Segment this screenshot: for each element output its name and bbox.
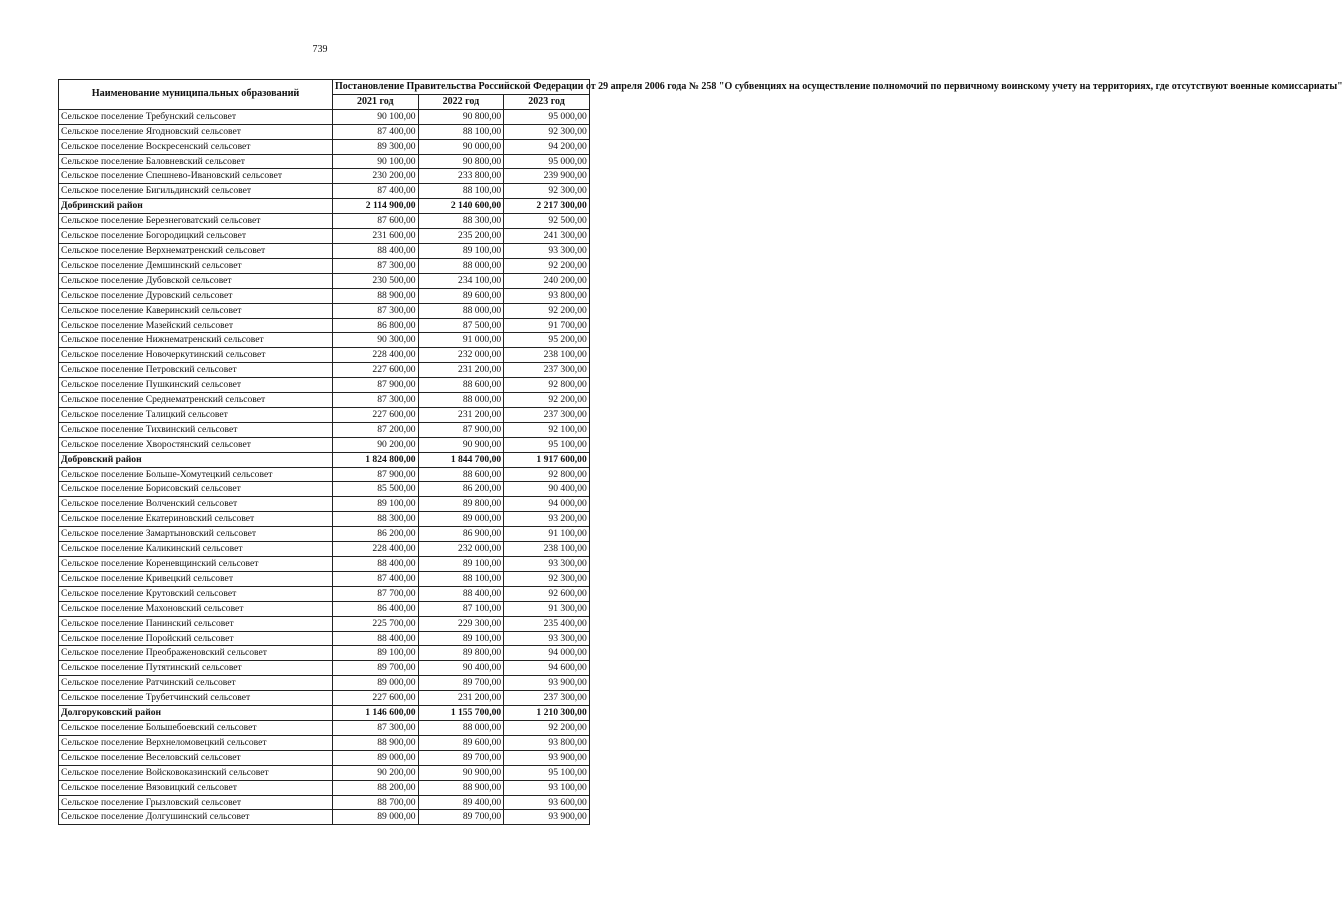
amount-2023: 93 200,00 [504, 512, 590, 527]
amount-2021: 90 300,00 [333, 333, 419, 348]
amount-2023: 2 217 300,00 [504, 199, 590, 214]
settlement-name: Сельское поселение Березнеговатский сельсовет [59, 214, 333, 229]
amount-2022: 88 100,00 [418, 184, 504, 199]
amount-2022: 88 600,00 [418, 467, 504, 482]
amount-2021: 227 600,00 [333, 407, 419, 422]
amount-2022: 88 100,00 [418, 571, 504, 586]
table-row [59, 169, 590, 184]
amount-2022: 87 100,00 [418, 601, 504, 616]
table-row [59, 497, 590, 512]
district-name: Добровский район [59, 452, 333, 467]
table-row [59, 542, 590, 557]
amount-2023: 93 300,00 [504, 631, 590, 646]
subventions-table [58, 79, 1343, 825]
amount-2021: 225 700,00 [333, 616, 419, 631]
settlement-name: Сельское поселение Кореневщинский сельсовет [59, 557, 333, 572]
table-row [59, 243, 590, 258]
amount-2023: 239 900,00 [504, 169, 590, 184]
table-row [59, 482, 590, 497]
amount-2021: 87 300,00 [333, 393, 419, 408]
amount-2021: 87 400,00 [333, 124, 419, 139]
amount-2022: 90 400,00 [418, 661, 504, 676]
amount-2021: 90 100,00 [333, 109, 419, 124]
settlement-name: Сельское поселение Пушкинский сельсовет [59, 378, 333, 393]
settlement-name: Сельское поселение Каликинский сельсовет [59, 542, 333, 557]
amount-2021: 87 900,00 [333, 467, 419, 482]
settlement-name: Сельское поселение Поройский сельсовет [59, 631, 333, 646]
table-row [59, 407, 590, 422]
amount-2021: 89 000,00 [333, 810, 419, 825]
amount-2022: 89 600,00 [418, 288, 504, 303]
table-row [59, 437, 590, 452]
amount-2023: 93 600,00 [504, 795, 590, 810]
table-row [59, 557, 590, 572]
amount-2021: 87 700,00 [333, 586, 419, 601]
settlement-name: Сельское поселение Большебоевский сельсовет [59, 720, 333, 735]
amount-2021: 230 500,00 [333, 273, 419, 288]
amount-2022: 88 400,00 [418, 586, 504, 601]
amount-2022: 89 100,00 [418, 631, 504, 646]
amount-2021: 87 300,00 [333, 303, 419, 318]
amount-2022: 89 700,00 [418, 676, 504, 691]
settlement-name: Сельское поселение Вязовицкий сельсовет [59, 780, 333, 795]
table-row [59, 139, 590, 154]
district-name: Добринский район [59, 199, 333, 214]
settlement-name: Сельское поселение Воскресенский сельсовет [59, 139, 333, 154]
amount-2022: 90 000,00 [418, 139, 504, 154]
amount-2022: 91 000,00 [418, 333, 504, 348]
table-row [59, 422, 590, 437]
amount-2021: 89 100,00 [333, 646, 419, 661]
settlement-name: Сельское поселение Тихвинский сельсовет [59, 422, 333, 437]
amount-2023: 237 300,00 [504, 407, 590, 422]
table-row [59, 750, 590, 765]
table-row [59, 631, 590, 646]
settlement-name: Сельское поселение Преображеновский сельсовет [59, 646, 333, 661]
amount-2021: 231 600,00 [333, 229, 419, 244]
amount-2023: 92 300,00 [504, 571, 590, 586]
settlement-name: Сельское поселение Долгушинский сельсовет [59, 810, 333, 825]
amount-2021: 228 400,00 [333, 348, 419, 363]
amount-2021: 88 300,00 [333, 512, 419, 527]
settlement-name: Сельское поселение Борисовский сельсовет [59, 482, 333, 497]
settlement-name: Сельское поселение Среднематренский сельсовет [59, 393, 333, 408]
amount-2023: 1 210 300,00 [504, 706, 590, 721]
amount-2022: 235 200,00 [418, 229, 504, 244]
settlement-name: Сельское поселение Богородицкий сельсовет [59, 229, 333, 244]
amount-2021: 230 200,00 [333, 169, 419, 184]
amount-2021: 86 800,00 [333, 318, 419, 333]
table-row [59, 363, 590, 378]
amount-2023: 92 300,00 [504, 184, 590, 199]
table-row [59, 154, 590, 169]
settlement-name: Сельское поселение Каверинский сельсовет [59, 303, 333, 318]
table-row [59, 512, 590, 527]
table-row [59, 720, 590, 735]
settlement-name: Сельское поселение Екатериновский сельсовет [59, 512, 333, 527]
amount-2023: 95 000,00 [504, 154, 590, 169]
amount-2022: 229 300,00 [418, 616, 504, 631]
amount-2023: 92 300,00 [504, 124, 590, 139]
table-row [59, 109, 590, 124]
amount-2022: 233 800,00 [418, 169, 504, 184]
amount-2022: 88 000,00 [418, 258, 504, 273]
table-row [59, 303, 590, 318]
amount-2022: 87 900,00 [418, 422, 504, 437]
table-row [59, 735, 590, 750]
settlement-name: Сельское поселение Ратчинский сельсовет [59, 676, 333, 691]
amount-2023: 92 200,00 [504, 303, 590, 318]
amount-2022: 89 600,00 [418, 735, 504, 750]
amount-2021: 88 700,00 [333, 795, 419, 810]
amount-2022: 90 800,00 [418, 109, 504, 124]
table-row [59, 378, 590, 393]
settlement-name: Сельское поселение Баловневский сельсовет [59, 154, 333, 169]
amount-2021: 87 400,00 [333, 571, 419, 586]
table-body [59, 109, 590, 825]
table-row [59, 318, 590, 333]
table-row [59, 661, 590, 676]
amount-2022: 89 400,00 [418, 795, 504, 810]
amount-2023: 93 900,00 [504, 750, 590, 765]
table-row [59, 467, 590, 482]
amount-2021: 2 114 900,00 [333, 199, 419, 214]
amount-2021: 88 900,00 [333, 288, 419, 303]
table-row [59, 184, 590, 199]
amount-2023: 93 800,00 [504, 288, 590, 303]
amount-2023: 94 200,00 [504, 139, 590, 154]
amount-2023: 93 100,00 [504, 780, 590, 795]
amount-2023: 95 100,00 [504, 437, 590, 452]
amount-2022: 231 200,00 [418, 363, 504, 378]
table-row [59, 780, 590, 795]
table-row [59, 214, 590, 229]
amount-2022: 89 100,00 [418, 557, 504, 572]
settlement-name: Сельское поселение Хворостянский сельсовет [59, 437, 333, 452]
settlement-name: Сельское поселение Требунский сельсовет [59, 109, 333, 124]
amount-2022: 88 100,00 [418, 124, 504, 139]
amount-2023: 238 100,00 [504, 542, 590, 557]
document-title-header: Постановление Правительства Российской Федерации от 29 апреля 2006 года № 258 "О субвенциях на осуществление полномочий по первичному воинскому учету на территориях, где отсутствуют военные комиссариаты" [333, 80, 590, 95]
amount-2022: 89 000,00 [418, 512, 504, 527]
amount-2022: 86 900,00 [418, 527, 504, 542]
page-number: 739 [312, 44, 328, 55]
settlement-name: Сельское поселение Дуровский сельсовет [59, 288, 333, 303]
table-row [59, 229, 590, 244]
amount-2021: 227 600,00 [333, 363, 419, 378]
district-row [59, 706, 590, 721]
settlement-name: Сельское поселение Верхнематренский сельсовет [59, 243, 333, 258]
settlement-name: Сельское поселение Бигильдинский сельсовет [59, 184, 333, 199]
amount-2022: 234 100,00 [418, 273, 504, 288]
table-row [59, 393, 590, 408]
amount-2023: 92 200,00 [504, 393, 590, 408]
table-row [59, 646, 590, 661]
amount-2023: 240 200,00 [504, 273, 590, 288]
amount-2022: 86 200,00 [418, 482, 504, 497]
amount-2022: 89 700,00 [418, 750, 504, 765]
amount-2021: 88 400,00 [333, 243, 419, 258]
settlement-name: Сельское поселение Панинский сельсовет [59, 616, 333, 631]
amount-2023: 91 300,00 [504, 601, 590, 616]
amount-2022: 232 000,00 [418, 542, 504, 557]
amount-2021: 1 824 800,00 [333, 452, 419, 467]
settlement-name: Сельское поселение Спешнево-Ивановский сельсовет [59, 169, 333, 184]
settlement-name: Сельское поселение Войсковоказинский сельсовет [59, 765, 333, 780]
amount-2021: 90 200,00 [333, 437, 419, 452]
amount-2023: 90 400,00 [504, 482, 590, 497]
table-row [59, 586, 590, 601]
table-row [59, 616, 590, 631]
amount-2023: 94 000,00 [504, 497, 590, 512]
settlement-name: Сельское поселение Путятинский сельсовет [59, 661, 333, 676]
table-row [59, 795, 590, 810]
amount-2021: 90 200,00 [333, 765, 419, 780]
amount-2022: 89 100,00 [418, 243, 504, 258]
table-row [59, 676, 590, 691]
amount-2021: 87 300,00 [333, 720, 419, 735]
amount-2021: 87 300,00 [333, 258, 419, 273]
settlement-name: Сельское поселение Веселовский сельсовет [59, 750, 333, 765]
table-row [59, 765, 590, 780]
amount-2023: 241 300,00 [504, 229, 590, 244]
amount-2023: 91 700,00 [504, 318, 590, 333]
settlement-name: Сельское поселение Петровский сельсовет [59, 363, 333, 378]
amount-2021: 88 400,00 [333, 557, 419, 572]
amount-2023: 235 400,00 [504, 616, 590, 631]
amount-2021: 89 000,00 [333, 676, 419, 691]
amount-2021: 90 100,00 [333, 154, 419, 169]
district-name: Долгоруковский район [59, 706, 333, 721]
table-row [59, 333, 590, 348]
district-row [59, 199, 590, 214]
amount-2022: 90 800,00 [418, 154, 504, 169]
amount-2021: 88 400,00 [333, 631, 419, 646]
table-row [59, 527, 590, 542]
amount-2022: 88 300,00 [418, 214, 504, 229]
amount-2023: 92 200,00 [504, 720, 590, 735]
amount-2023: 91 100,00 [504, 527, 590, 542]
amount-2023: 238 100,00 [504, 348, 590, 363]
settlement-name: Сельское поселение Верхнеломовецкий сельсовет [59, 735, 333, 750]
amount-2023: 237 300,00 [504, 691, 590, 706]
amount-2022: 231 200,00 [418, 407, 504, 422]
settlement-name: Сельское поселение Демшинский сельсовет [59, 258, 333, 273]
amount-2023: 93 900,00 [504, 676, 590, 691]
amount-2022: 88 000,00 [418, 720, 504, 735]
amount-2022: 231 200,00 [418, 691, 504, 706]
amount-2022: 89 800,00 [418, 497, 504, 512]
table-row [59, 601, 590, 616]
amount-2021: 85 500,00 [333, 482, 419, 497]
amount-2021: 86 400,00 [333, 601, 419, 616]
amount-2023: 95 000,00 [504, 109, 590, 124]
amount-2022: 88 600,00 [418, 378, 504, 393]
settlement-name: Сельское поселение Дубовской сельсовет [59, 273, 333, 288]
amount-2023: 92 100,00 [504, 422, 590, 437]
settlement-name: Сельское поселение Новочеркутинский сельсовет [59, 348, 333, 363]
amount-2022: 88 900,00 [418, 780, 504, 795]
amount-2021: 89 700,00 [333, 661, 419, 676]
amount-2023: 94 000,00 [504, 646, 590, 661]
amount-2021: 88 900,00 [333, 735, 419, 750]
amount-2023: 93 300,00 [504, 557, 590, 572]
settlement-name: Сельское поселение Крутовский сельсовет [59, 586, 333, 601]
settlement-name: Сельское поселение Кривецкий сельсовет [59, 571, 333, 586]
amount-2022: 90 900,00 [418, 437, 504, 452]
settlement-name: Сельское поселение Больше-Хомутецкий сельсовет [59, 467, 333, 482]
amount-2022: 1 844 700,00 [418, 452, 504, 467]
amount-2021: 87 900,00 [333, 378, 419, 393]
settlement-name: Сельское поселение Мазейский сельсовет [59, 318, 333, 333]
amount-2022: 90 900,00 [418, 765, 504, 780]
amount-2021: 89 300,00 [333, 139, 419, 154]
amount-2021: 227 600,00 [333, 691, 419, 706]
amount-2022: 88 000,00 [418, 303, 504, 318]
table-row [59, 124, 590, 139]
table-row [59, 810, 590, 825]
table-row [59, 571, 590, 586]
amount-2023: 93 900,00 [504, 810, 590, 825]
amount-2023: 237 300,00 [504, 363, 590, 378]
amount-2023: 92 800,00 [504, 378, 590, 393]
amount-2022: 88 000,00 [418, 393, 504, 408]
amount-2022: 89 800,00 [418, 646, 504, 661]
settlement-name: Сельское поселение Нижнематренский сельсовет [59, 333, 333, 348]
settlement-name: Сельское поселение Ягодновский сельсовет [59, 124, 333, 139]
settlement-name: Сельское поселение Грызловский сельсовет [59, 795, 333, 810]
amount-2021: 89 000,00 [333, 750, 419, 765]
table-row [59, 691, 590, 706]
amount-2021: 87 400,00 [333, 184, 419, 199]
amount-2023: 92 800,00 [504, 467, 590, 482]
amount-2023: 1 917 600,00 [504, 452, 590, 467]
amount-2023: 93 800,00 [504, 735, 590, 750]
amount-2023: 95 100,00 [504, 765, 590, 780]
table-row [59, 288, 590, 303]
settlement-name: Сельское поселение Махоновский сельсовет [59, 601, 333, 616]
table-row [59, 273, 590, 288]
amount-2023: 95 200,00 [504, 333, 590, 348]
table-row [59, 348, 590, 363]
name-column-header: Наименование муниципальных образований [59, 80, 333, 110]
amount-2023: 92 200,00 [504, 258, 590, 273]
amount-2022: 1 155 700,00 [418, 706, 504, 721]
amount-2022: 87 500,00 [418, 318, 504, 333]
amount-2021: 86 200,00 [333, 527, 419, 542]
table-row [59, 258, 590, 273]
amount-2023: 92 600,00 [504, 586, 590, 601]
settlement-name: Сельское поселение Талицкий сельсовет [59, 407, 333, 422]
amount-2022: 89 700,00 [418, 810, 504, 825]
settlement-name: Сельское поселение Волченский сельсовет [59, 497, 333, 512]
amount-2022: 2 140 600,00 [418, 199, 504, 214]
amount-2021: 89 100,00 [333, 497, 419, 512]
amount-2021: 87 600,00 [333, 214, 419, 229]
amount-2021: 88 200,00 [333, 780, 419, 795]
settlement-name: Сельское поселение Замартыновский сельсовет [59, 527, 333, 542]
amount-2023: 92 500,00 [504, 214, 590, 229]
year-header-2022: 2022 год [418, 94, 504, 109]
amount-2023: 93 300,00 [504, 243, 590, 258]
amount-2021: 228 400,00 [333, 542, 419, 557]
settlement-name: Сельское поселение Трубетчинский сельсовет [59, 691, 333, 706]
year-header-2021: 2021 год [333, 94, 419, 109]
amount-2021: 87 200,00 [333, 422, 419, 437]
year-header-2023: 2023 год [504, 94, 590, 109]
amount-2023: 94 600,00 [504, 661, 590, 676]
district-row [59, 452, 590, 467]
amount-2022: 232 000,00 [418, 348, 504, 363]
amount-2021: 1 146 600,00 [333, 706, 419, 721]
